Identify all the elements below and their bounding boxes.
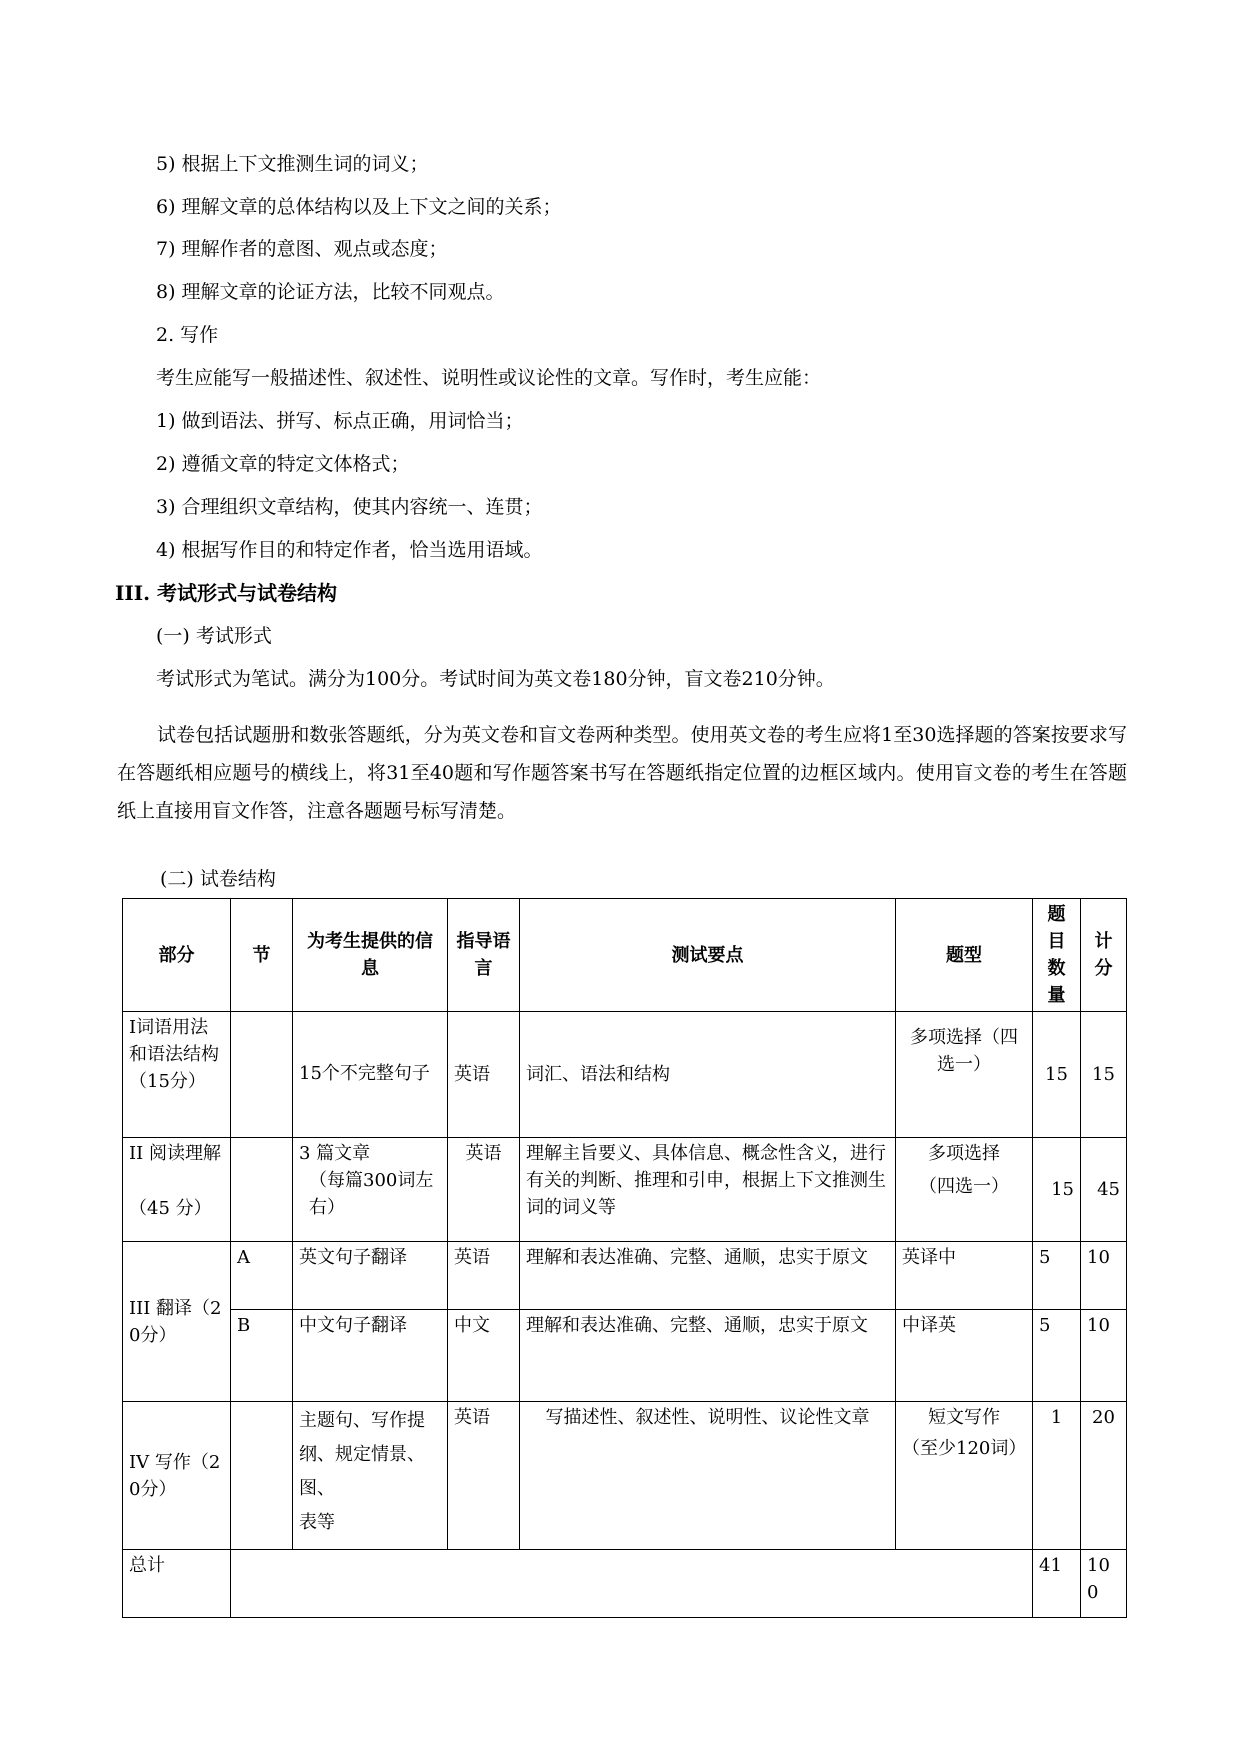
paper-description: 试卷包括试题册和数张答题纸，分为英文卷和盲文卷两种类型。使用英文卷的考生应将1至30选择题的答案按要求写在答题纸相应题号的横线上，将31至40题和写作题答案书写在答题纸指定位置的边框区域内。使用盲文卷的考生在答题纸上直接用盲文作答，注意各题题号标写清楚。: [117, 724, 1127, 822]
header-type: 题型: [896, 899, 1033, 1012]
row3b-points: 理解和表达准确、完整、通顺，忠实于原文: [520, 1310, 896, 1402]
row4-type-line2: （至少120词）: [902, 1438, 1027, 1459]
row2-lang: 英语: [448, 1138, 520, 1242]
row4-lang: 英语: [448, 1402, 520, 1550]
row2-count: 15: [1033, 1138, 1081, 1242]
row3a-lang: 英语: [448, 1242, 520, 1310]
table-total-row: [123, 1550, 1127, 1618]
row2-type-line2: （四选一）: [919, 1176, 1009, 1197]
row3a-info: 英文句子翻译: [293, 1242, 448, 1310]
row2-info: [293, 1138, 448, 1242]
row3b-score: 10: [1081, 1310, 1127, 1402]
table-row: [123, 1012, 1127, 1138]
row3b-lang: 中文: [448, 1310, 520, 1402]
row1-part: I词语用法和语法结构（15分）: [123, 1012, 231, 1138]
paper-structure-subtitle: (二) 试卷结构: [160, 868, 276, 890]
section-heading: III. 考试形式与试卷结构: [115, 581, 337, 605]
row2-info-line2: （每篇300词左右）: [309, 1170, 434, 1218]
row3a-points: 理解和表达准确、完整、通顺，忠实于原文: [520, 1242, 896, 1310]
total-blank: [231, 1550, 1033, 1618]
reading-item-6: 6) 理解文章的总体结构以及上下文之间的关系；: [156, 196, 562, 218]
row4-type: [896, 1402, 1033, 1550]
row3a-count: 5: [1033, 1242, 1081, 1310]
row3b-type: 中译英: [896, 1310, 1033, 1402]
row3b-info: 中文句子翻译: [293, 1310, 448, 1402]
row2-section: [231, 1138, 293, 1242]
writing-item-2: 2) 遵循文章的特定文体格式；: [156, 453, 410, 475]
row3-part: III 翻译（20分）: [123, 1242, 231, 1402]
total-label: 总计: [123, 1550, 231, 1618]
row1-lang: 英语: [448, 1012, 520, 1138]
row2-part: [123, 1138, 231, 1242]
row2-points: 理解主旨要义、具体信息、概念性含义，进行有关的判断、推理和引申，根据上下文推测生词的词义等: [520, 1138, 896, 1242]
exam-form-text: 考试形式为笔试。满分为100分。考试时间为英文卷180分钟，盲文卷210分钟。: [156, 668, 835, 690]
reading-item-8: 8) 理解文章的论证方法，比较不同观点。: [156, 281, 505, 303]
table-row: [123, 1310, 1127, 1402]
total-score: 100: [1081, 1550, 1127, 1618]
row2-score: 45: [1081, 1138, 1127, 1242]
writing-item-4: 4) 根据写作目的和特定作者，恰当选用语域。: [156, 539, 543, 561]
table-row: [123, 1242, 1127, 1310]
table-row: [123, 1138, 1127, 1242]
writing-title: 2. 写作: [156, 324, 219, 346]
table-row: [123, 1402, 1127, 1550]
row4-score: 20: [1081, 1402, 1127, 1550]
header-lang: 指导语言: [448, 899, 520, 1012]
row3b-count: 5: [1033, 1310, 1081, 1402]
exam-form-subtitle: (一) 考试形式: [156, 625, 272, 647]
writing-intro: 考生应能写一般描述性、叙述性、说明性或议论性的文章。写作时，考生应能：: [156, 367, 822, 389]
total-count: 41: [1033, 1550, 1081, 1618]
writing-item-3: 3) 合理组织文章结构，使其内容统一、连贯；: [156, 496, 543, 518]
row4-type-line1: 短文写作: [928, 1407, 1000, 1428]
row4-section: [231, 1402, 293, 1550]
row4-info-line1: 主题句、写作提纲、规定情景、图、: [299, 1410, 425, 1499]
row1-score: 15: [1081, 1012, 1127, 1138]
header-section: 节: [231, 899, 293, 1012]
row4-part: IV 写作（20分）: [123, 1402, 231, 1550]
row2-type-line1: 多项选择: [928, 1143, 1000, 1164]
row3a-score: 10: [1081, 1242, 1127, 1310]
row2-info-line1: 3 篇文章: [299, 1143, 371, 1164]
reading-item-7: 7) 理解作者的意图、观点或态度；: [156, 238, 448, 260]
header-count: 题目数量: [1033, 899, 1081, 1012]
paper-structure-table: [122, 898, 1127, 1618]
row1-info: 15个不完整句子: [293, 1012, 448, 1138]
row4-points: 写描述性、叙述性、说明性、议论性文章: [520, 1402, 896, 1550]
row4-info: [293, 1402, 448, 1550]
header-score: 计分: [1081, 899, 1127, 1012]
row4-count: 1: [1033, 1402, 1081, 1550]
row3b-section: B: [231, 1310, 293, 1402]
table-header-row: [123, 899, 1127, 1012]
row3a-type: 英译中: [896, 1242, 1033, 1310]
header-part: 部分: [123, 899, 231, 1012]
writing-item-1: 1) 做到语法、拼写、标点正确，用词恰当；: [156, 410, 524, 432]
row3a-section: A: [231, 1242, 293, 1310]
row1-count: 15: [1033, 1012, 1081, 1138]
row1-section: [231, 1012, 293, 1138]
header-points: 测试要点: [520, 899, 896, 1012]
reading-item-5: 5) 根据上下文推测生词的词义；: [156, 153, 429, 175]
row2-type: [896, 1138, 1033, 1242]
row4-info-line2: 表等: [299, 1512, 335, 1533]
row2-part-line1: II 阅读理解: [129, 1143, 221, 1164]
row2-part-line2: （45 分）: [129, 1198, 212, 1219]
row1-type: 多项选择（四选一）: [896, 1012, 1033, 1138]
header-info: 为考生提供的信息: [293, 899, 448, 1012]
row1-points: 词汇、语法和结构: [520, 1012, 896, 1138]
